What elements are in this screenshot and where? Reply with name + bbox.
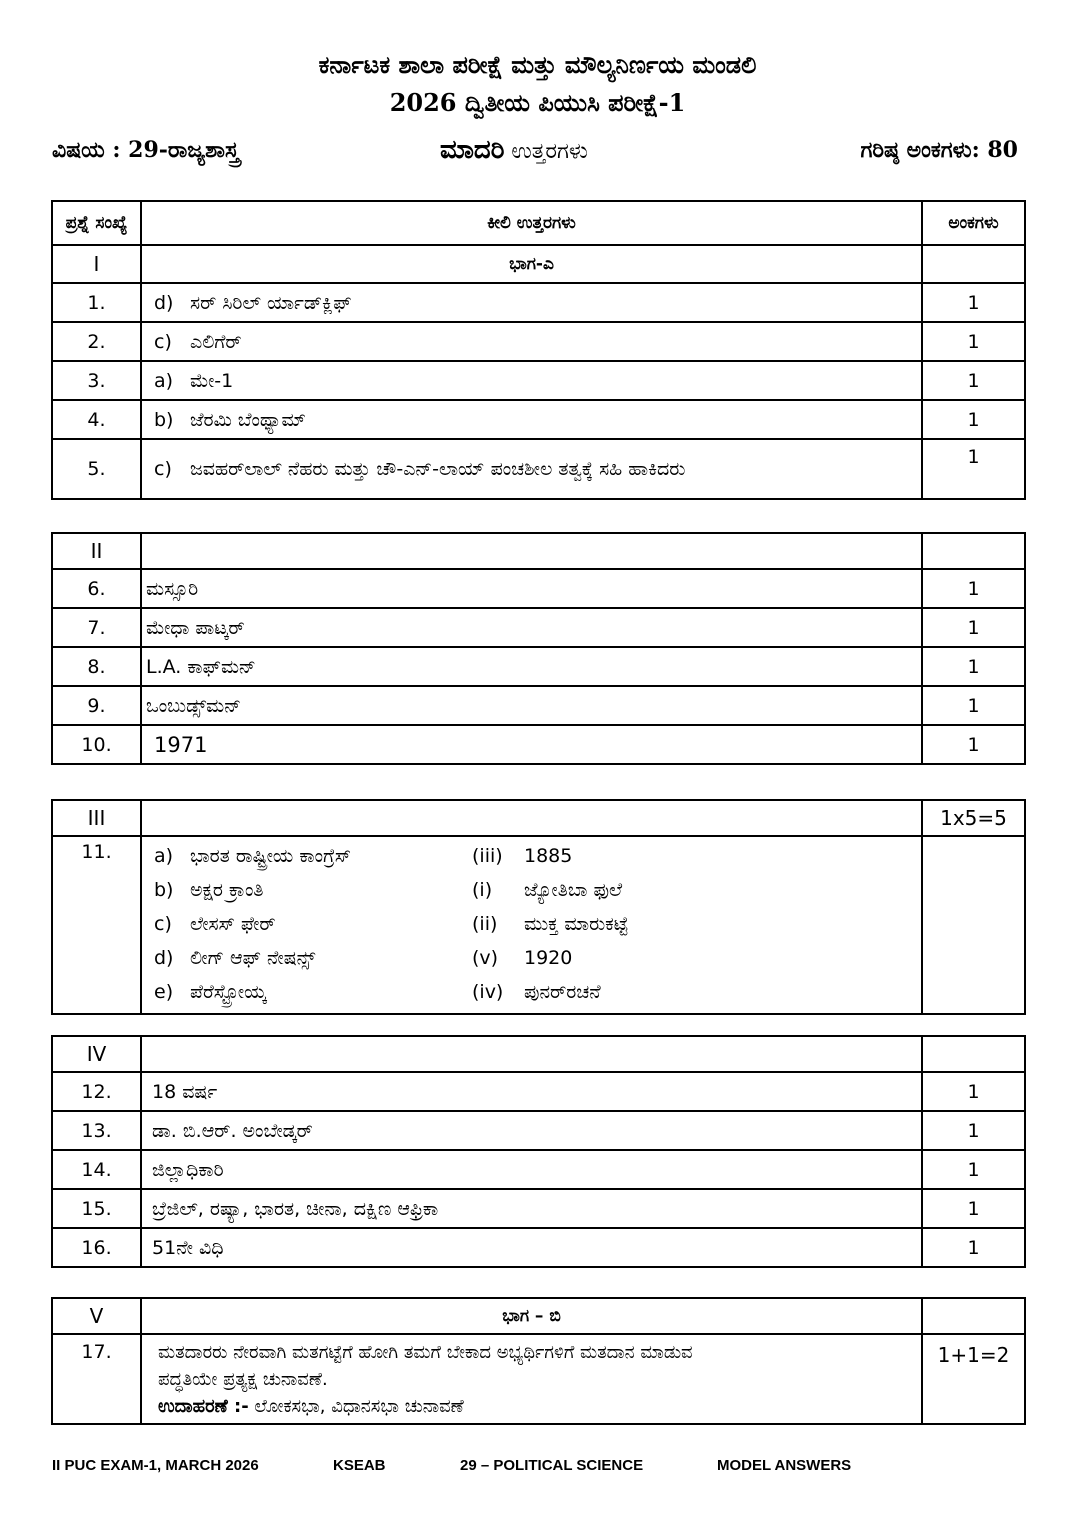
- table-row: [52, 647, 1025, 686]
- question-number: 4.: [52, 400, 141, 439]
- table-row: [52, 283, 1025, 322]
- match-right: ಜ್ಯೋತಿಬಾ ಫುಲೆ: [524, 879, 623, 901]
- question-number: 5.: [52, 439, 141, 499]
- marks-value: 1: [922, 569, 1025, 608]
- option-letter: a): [154, 845, 174, 867]
- answer-text: 1971: [141, 725, 922, 764]
- marks-value: 1: [922, 322, 1025, 361]
- option-letter: c): [154, 913, 172, 935]
- example-text: ಲೋಕಸಭಾ, ವಿಧಾನಸಭಾ ಚುನಾವಣೆ: [248, 1396, 464, 1417]
- footer-exam: II PUC EXAM-1, MARCH 2026: [52, 1457, 259, 1474]
- answer-cell: [141, 439, 922, 499]
- part-label: ಭಾಗ-ಎ: [141, 245, 922, 283]
- option-letter: b): [154, 879, 174, 901]
- table-row: [52, 608, 1025, 647]
- exam-title: 2026 ದ್ವಿತೀಯ ಪಿಯುಸಿ ಪರೀಕ್ಷೆ-1: [389, 88, 686, 117]
- answer-text: ಜವಹರ್‌ಲಾಲ್ ನೆಹರು ಮತ್ತು ಚೌ-ಎನ್-ಲಾಯ್ ಪಂಚಶೀಲ ತತ್ವಕ್ಕೆ ಸಹಿ ಹಾಕಿದರು: [190, 458, 686, 480]
- marks-value: 1+1=2: [922, 1334, 1025, 1424]
- table-section-ii: [51, 532, 1026, 765]
- option-letter: e): [154, 981, 174, 1003]
- section-marks: 1x5=5: [922, 800, 1025, 836]
- answer-text: 51ನೇ ವಿಧಿ: [141, 1228, 922, 1267]
- answer-text: ಮಸ್ಸೂರಿ: [141, 569, 922, 608]
- question-number: 16.: [52, 1228, 141, 1267]
- empty-cell: [141, 1036, 922, 1072]
- match-right: ಮುಕ್ತ ಮಾರುಕಟ್ಟೆ: [524, 913, 629, 935]
- question-number: 13.: [52, 1111, 141, 1150]
- match-roman: (i): [472, 879, 493, 901]
- answer-text: ಜೆರಮಿ ಬೆಂಥ್ಯಾಮ್: [190, 408, 306, 431]
- table-part-a: [51, 200, 1026, 500]
- marks-value: 1: [922, 1189, 1025, 1228]
- table-section-v: [51, 1297, 1026, 1425]
- answer-text: L.A. ಕಾಫ್‌ಮನ್: [141, 647, 922, 686]
- answer-cell: [141, 322, 922, 361]
- footer-type: MODEL ANSWERS: [717, 1457, 852, 1474]
- marks-value: 1: [922, 283, 1025, 322]
- empty-cell: [141, 533, 922, 569]
- empty-cell: [922, 533, 1025, 569]
- answer-text: ಡಾ. ಬಿ.ಆರ್. ಅಂಬೇಡ್ಕರ್: [141, 1111, 922, 1150]
- model-answers-heading: [440, 135, 588, 166]
- table-row: [52, 439, 1025, 499]
- table-row: [52, 400, 1025, 439]
- marks-value: 1: [922, 686, 1025, 725]
- question-number: 2.: [52, 322, 141, 361]
- question-number: 12.: [52, 1072, 141, 1111]
- table-row: [52, 1111, 1025, 1150]
- answer-cell: [141, 400, 922, 439]
- match-roman: (ii): [472, 913, 498, 935]
- table-row: [52, 322, 1025, 361]
- match-roman: (v): [472, 947, 499, 969]
- empty-cell: [922, 1036, 1025, 1072]
- answer-text: ಮೇ-1: [190, 369, 234, 392]
- marks-value: 1: [922, 1150, 1025, 1189]
- col-header-answers: ಕೀಲಿ ಉತ್ತರಗಳು: [141, 201, 922, 245]
- match-right: ಪುನರ್‌ರಚನೆ: [524, 981, 601, 1003]
- footer-board: KSEAB: [333, 1457, 386, 1474]
- empty-cell: [141, 800, 922, 836]
- marks-value: 1: [922, 725, 1025, 764]
- answer-line: ಮತದಾರರು ನೇರವಾಗಿ ಮತಗಟ್ಟೆಗೆ ಹೋಗಿ ತಮಗೆ ಬೇಕಾದ ಅಭ್ಯರ್ಥಿಗಳಿಗೆ ಮತದಾನ ಮಾಡುವ: [158, 1342, 693, 1363]
- answer-text: 18 ವರ್ಷ: [141, 1072, 922, 1111]
- answer-text: ಒಂಬುಡ್ಸ್‌ಮನ್: [141, 686, 922, 725]
- empty-cell: [922, 1298, 1025, 1334]
- empty-cell: [922, 245, 1025, 283]
- col-header-question: ಪ್ರಶ್ನೆ ಸಂಖ್ಯೆ: [52, 201, 141, 245]
- answer-line: ಪದ್ಧತಿಯೇ ಪ್ರತ್ಯಕ್ಷ ಚುನಾವಣೆ.: [158, 1369, 328, 1390]
- answer-text: ಸರ್ ಸಿರಿಲ್ ರ್ಯಾಡ್‌ಕ್ಲಿಫ್: [190, 291, 352, 314]
- match-row: [154, 941, 921, 975]
- footer-subject: 29 – POLITICAL SCIENCE: [460, 1457, 644, 1474]
- marks-value: 1: [922, 1072, 1025, 1111]
- max-marks: ಗರಿಷ್ಠ ಅಂಕಗಳು: 80: [860, 137, 1018, 163]
- marks-value: 1: [922, 608, 1025, 647]
- section-number: II: [52, 533, 141, 569]
- question-number: 14.: [52, 1150, 141, 1189]
- table-section-iv: [51, 1035, 1026, 1268]
- table-row: [52, 1072, 1025, 1111]
- answer-text: ಮೇಧಾ ಪಾಟ್ಕರ್: [141, 608, 922, 647]
- answer-text: ಜಿಲ್ಲಾಧಿಕಾರಿ: [141, 1150, 922, 1189]
- option-letter: d): [154, 947, 174, 969]
- section-number: III: [52, 800, 141, 836]
- marks-value: 1: [922, 647, 1025, 686]
- question-number: 11.: [52, 836, 141, 1014]
- section-number: I: [52, 245, 141, 283]
- question-number: 7.: [52, 608, 141, 647]
- option-letter: d): [154, 291, 174, 314]
- table-row: [52, 1150, 1025, 1189]
- marks-value: 1: [922, 400, 1025, 439]
- table-row: [52, 1228, 1025, 1267]
- table-row: [52, 1189, 1025, 1228]
- match-row: [154, 873, 921, 907]
- match-row: [154, 907, 921, 941]
- subject-label: ವಿಷಯ : 29-ರಾಜ್ಯಶಾಸ್ತ್ರ: [52, 137, 240, 163]
- match-row: [154, 839, 921, 873]
- option-letter: a): [154, 369, 174, 392]
- example-label: ಉದಾಹರಣೆ :-: [158, 1396, 249, 1417]
- match-right: 1885: [524, 845, 573, 867]
- match-roman: (iii): [472, 845, 503, 867]
- table-row: [52, 1334, 1025, 1424]
- answer-cell: [141, 1334, 922, 1424]
- match-left: ಅಕ್ಷರ ಕ್ರಾಂತಿ: [190, 879, 264, 901]
- table-row: [52, 569, 1025, 608]
- answer-cell: [141, 361, 922, 400]
- question-number: 1.: [52, 283, 141, 322]
- model-rest: ಉತ್ತರಗಳು: [504, 139, 588, 164]
- table-row: [52, 725, 1025, 764]
- example-line: [158, 1393, 921, 1420]
- match-left: ಲೀಗ್ ಆಫ್ ನೇಷನ್ಸ್: [190, 947, 316, 969]
- question-number: 9.: [52, 686, 141, 725]
- match-right: 1920: [524, 947, 573, 969]
- table-row: [52, 686, 1025, 725]
- match-left: ಭಾರತ ರಾಷ್ಟ್ರೀಯ ಕಾಂಗ್ರೆಸ್: [190, 845, 352, 867]
- col-header-marks: ಅಂಕಗಳು: [922, 201, 1025, 245]
- question-number: 8.: [52, 647, 141, 686]
- question-number: 10.: [52, 725, 141, 764]
- answer-text: ಬ್ರೆಜಿಲ್, ರಷ್ಯಾ, ಭಾರತ, ಚೀನಾ, ದಕ್ಷಿಣ ಆಫ್ರಿಕಾ: [141, 1189, 922, 1228]
- question-number: 17.: [52, 1334, 141, 1424]
- empty-cell: [922, 836, 1025, 1014]
- marks-value: 1: [922, 439, 1025, 499]
- part-label: ಭಾಗ – ಬಿ: [141, 1298, 922, 1334]
- answer-text: ಎಲಿಗೆರ್: [190, 330, 242, 353]
- marks-value: 1: [922, 1111, 1025, 1150]
- board-title: ಕರ್ನಾಟಕ ಶಾಲಾ ಪರೀಕ್ಷೆ ಮತ್ತು ಮೌಲ್ಯನಿರ್ಣಯ ಮಂಡಲಿ: [318, 50, 757, 79]
- table-row: [52, 361, 1025, 400]
- match-left: ಲೇಸಸ್ ಫೇರ್: [190, 913, 276, 935]
- option-letter: c): [154, 458, 172, 480]
- marks-value: 1: [922, 1228, 1025, 1267]
- answer-cell: [141, 283, 922, 322]
- question-number: 15.: [52, 1189, 141, 1228]
- section-number: V: [52, 1298, 141, 1334]
- section-number: IV: [52, 1036, 141, 1072]
- question-number: 6.: [52, 569, 141, 608]
- option-letter: c): [154, 330, 172, 353]
- table-section-iii: [51, 799, 1026, 1015]
- match-roman: (iv): [472, 981, 504, 1003]
- model-bold: ಮಾದರಿ: [440, 135, 505, 165]
- option-letter: b): [154, 408, 174, 431]
- match-answer-cell: [141, 836, 922, 1014]
- question-number: 3.: [52, 361, 141, 400]
- match-row: [154, 975, 921, 1009]
- match-left: ಪೆರೆಸ್ಟ್ರೋಯ್ಕ: [190, 981, 267, 1003]
- marks-value: 1: [922, 361, 1025, 400]
